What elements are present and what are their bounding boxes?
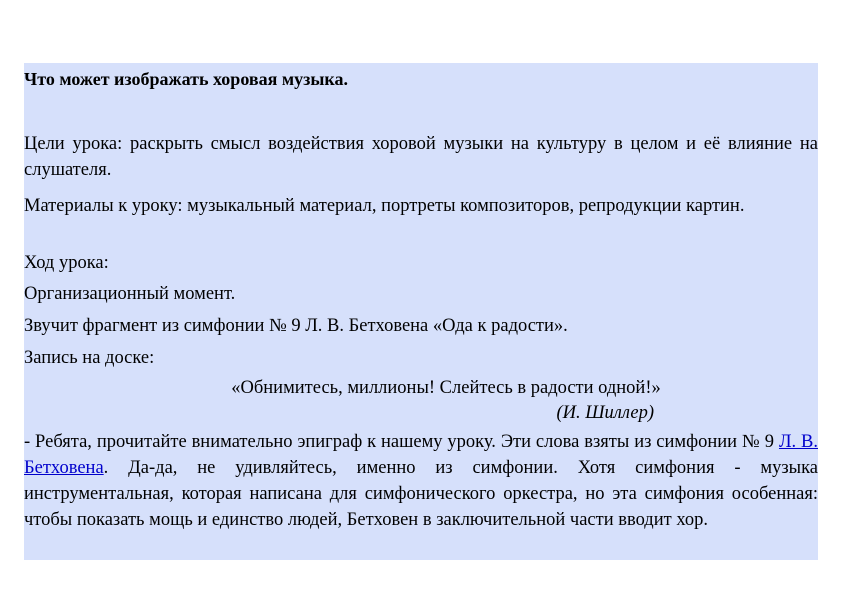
- paragraph-text-after-link: . Да-да, не удивляйтесь, именно из симфонии. Хотя симфония - музыка инструментальная, которая написана для симфонического оркестра, но эта симфония особенная: чтобы показать мощь и единство людей, Бетховен в заключительной части вводит хор.: [24, 458, 818, 530]
- paragraph-text-before-link: - Ребята, прочитайте внимательно эпиграф к нашему уроку. Эти слова взяты из симфонии № 9: [24, 432, 779, 452]
- beethoven-link[interactable]: Л. В. Бетховена: [24, 432, 818, 478]
- lesson-paragraph: [24, 429, 818, 533]
- lesson-materials: Материалы к уроку: музыкальный материал, портреты композиторов, репродукции картин.: [24, 196, 745, 216]
- lesson-course-heading: Ход урока:: [24, 253, 109, 273]
- document-page: [24, 63, 818, 560]
- board-note: Запись на доске:: [24, 348, 155, 368]
- music-fragment-note: Звучит фрагмент из симфонии № 9 Л. В. Бетховена «Ода к радости».: [24, 316, 568, 336]
- lesson-goals: Цели урока: раскрыть смысл воздействия хоровой музыки на культуру в целом и её влияние на слушателя.: [24, 134, 818, 180]
- lesson-title: Что может изображать хоровая музыка.: [24, 69, 348, 89]
- epigraph-author: (И. Шиллер): [556, 403, 654, 423]
- organizational-moment: Организационный момент.: [24, 284, 236, 304]
- epigraph-quote: «Обнимитесь, миллионы! Слейтесь в радости одной!»: [231, 378, 661, 398]
